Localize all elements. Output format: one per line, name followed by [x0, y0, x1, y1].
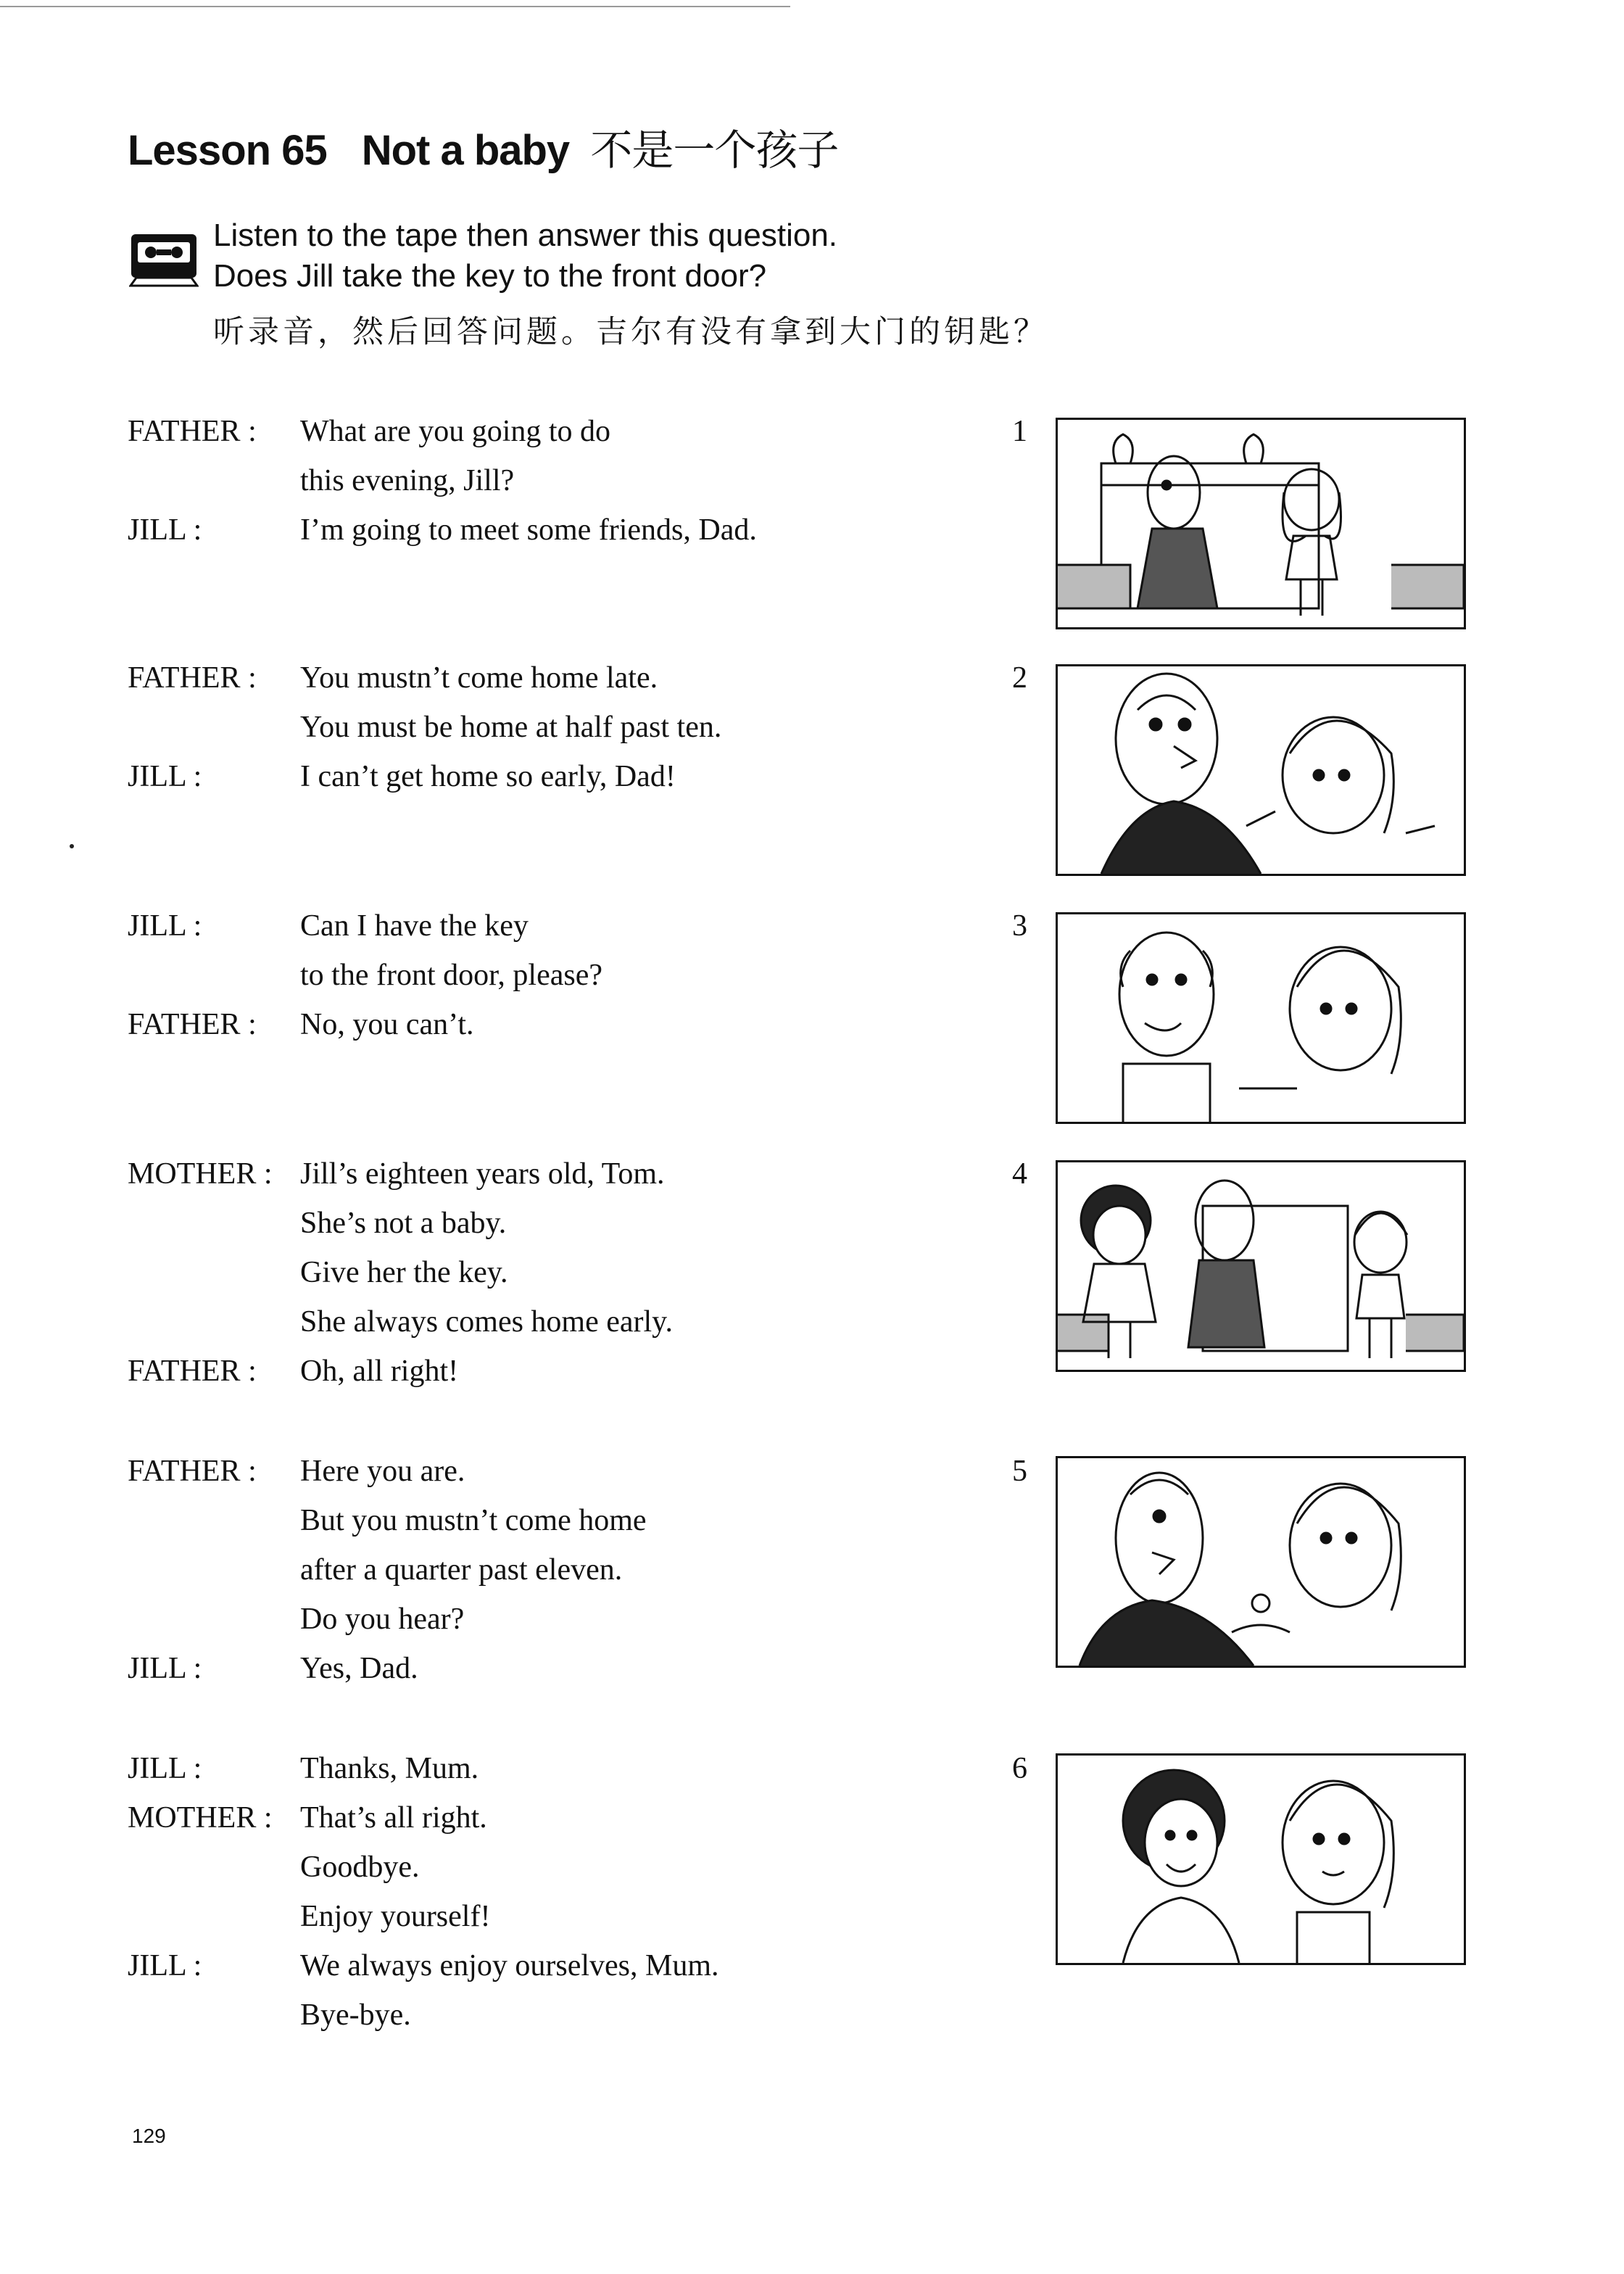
dialogue-line: But you mustn’t come home — [300, 1504, 647, 1537]
panel-number-1: 1 — [1012, 415, 1027, 448]
cartoon-panel-2 — [1056, 664, 1466, 876]
dialogue-line: Here you are. — [300, 1455, 465, 1488]
speaker-label: FATHER : — [128, 1008, 257, 1041]
dialogue-line: Can I have the key — [300, 909, 529, 943]
dialogue-line: Jill’s eighteen years old, Tom. — [300, 1157, 665, 1191]
dialogue-line: You mustn’t come home late. — [300, 661, 658, 695]
dialogue-line: Enjoy yourself! — [300, 1900, 491, 1933]
lesson-title-zh: 不是一个孩子 — [590, 125, 839, 175]
dialogue-line: Give her the key. — [300, 1256, 508, 1289]
panel-number-2: 2 — [1012, 661, 1027, 695]
dialogue-line: I’m going to meet some friends, Dad. — [300, 513, 757, 547]
speaker-label: JILL : — [128, 1752, 202, 1785]
stray-mark — [70, 844, 74, 848]
lesson-number: 65 — [281, 127, 327, 174]
dialogue-line: We always enjoy ourselves, Mum. — [300, 1949, 719, 1982]
dialogue-line: She’s not a baby. — [300, 1207, 507, 1240]
lesson-title — [128, 116, 838, 177]
cartoon-panel-4 — [1056, 1160, 1466, 1372]
dialogue-line: Do you hear? — [300, 1603, 465, 1636]
question-line-1: Listen to the tape then answer this question. — [213, 218, 838, 253]
dialogue-line: after a quarter past eleven. — [300, 1553, 623, 1587]
speaker-label: JILL : — [128, 1949, 202, 1982]
question-line-zh: 听录音，然后回答问题。吉尔有没有拿到大门的钥匙？ — [213, 314, 1048, 350]
cartoon-panel-3 — [1056, 912, 1466, 1124]
dialogue-line: this evening, Jill? — [300, 464, 515, 497]
cassette-tape-icon — [129, 232, 199, 287]
dialogue-line: Bye-bye. — [300, 1998, 411, 2032]
speaker-label: JILL : — [128, 909, 202, 943]
speaker-label: JILL : — [128, 760, 202, 793]
dialogue-line: She always comes home early. — [300, 1305, 673, 1339]
speaker-label: MOTHER : — [128, 1157, 273, 1191]
speaker-label: MOTHER : — [128, 1801, 273, 1835]
cartoon-panel-6 — [1056, 1753, 1466, 1965]
page-top-rule — [0, 6, 790, 7]
dialogue-line: That’s all right. — [300, 1801, 487, 1835]
speaker-label: FATHER : — [128, 415, 257, 448]
page-number: 129 — [132, 2125, 166, 2147]
speaker-label: FATHER : — [128, 661, 257, 695]
dialogue-line: No, you can’t. — [300, 1008, 474, 1041]
lesson-label: Lesson — [128, 127, 271, 174]
question-line-2: Does Jill take the key to the front door? — [213, 258, 767, 294]
speaker-label: FATHER : — [128, 1455, 257, 1488]
dialogue-line: You must be home at half past ten. — [300, 711, 722, 744]
cartoon-panel-1 — [1056, 418, 1466, 629]
dialogue-line: Thanks, Mum. — [300, 1752, 479, 1785]
dialogue-line: Yes, Dad. — [300, 1652, 418, 1685]
dialogue-line: Oh, all right! — [300, 1355, 459, 1388]
dialogue-line: What are you going to do — [300, 415, 611, 448]
panel-number-6: 6 — [1012, 1752, 1027, 1785]
speaker-label: JILL : — [128, 1652, 202, 1685]
panel-number-4: 4 — [1012, 1157, 1027, 1191]
speaker-label: FATHER : — [128, 1355, 257, 1388]
panel-number-3: 3 — [1012, 909, 1027, 943]
dialogue-line: to the front door, please? — [300, 959, 603, 992]
lesson-title-en: Not a baby — [361, 127, 570, 174]
cartoon-panel-5 — [1056, 1456, 1466, 1668]
dialogue-line: I can’t get home so early, Dad! — [300, 760, 676, 793]
panel-number-5: 5 — [1012, 1455, 1027, 1488]
dialogue-line: Goodbye. — [300, 1851, 420, 1884]
speaker-label: JILL : — [128, 513, 202, 547]
